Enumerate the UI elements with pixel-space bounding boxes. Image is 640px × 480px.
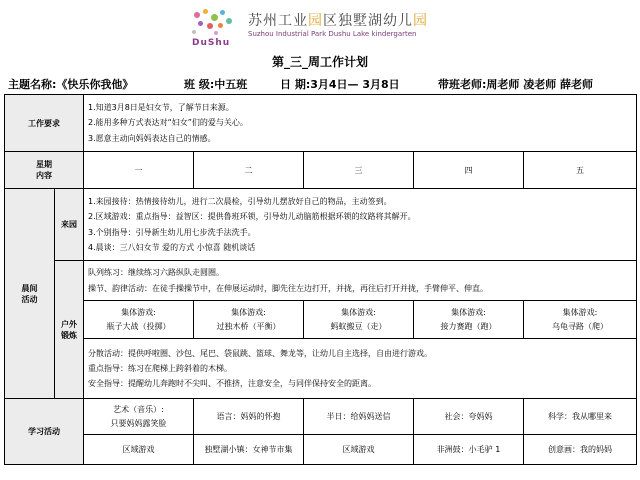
morning-label: 晨间 活动 xyxy=(5,189,55,399)
outdoor-item: 队列练习：继续练习六路纵队走圆圈。 xyxy=(88,268,224,278)
group-game-tue: 集体游戏: 过独木桥（平衡） xyxy=(194,301,304,339)
outdoor-top-row xyxy=(5,261,637,301)
outdoor-label: 户外 锻炼 xyxy=(55,261,84,399)
outdoor-bottom-content xyxy=(84,339,637,399)
weekday-tue: 二 xyxy=(194,152,304,189)
requirement-item: 3.愿意主动向妈妈表达自己的情感。 xyxy=(88,133,216,143)
requirement-item: 1.知道3月8日是妇女节，了解节日来源。 xyxy=(88,103,234,113)
learning-tue: 语言：妈妈的怀抱 xyxy=(194,399,304,435)
class-name: 班 级:中五班 xyxy=(184,78,248,91)
group-game-wed: 集体游戏: 蚂蚁搬豆（走） xyxy=(304,301,414,339)
learning-fri: 科学：我从哪里来 xyxy=(524,399,637,435)
group-game-mon: 集体游戏: 瓶子大战（投掷） xyxy=(84,301,194,339)
date-range: 日 期:3月4日— 3月8日 xyxy=(280,78,400,91)
group-games-row xyxy=(5,301,637,339)
weekday-mon: 一 xyxy=(84,152,194,189)
activity-tue: 独墅湖小镇：女神节市集 xyxy=(194,435,304,465)
logo-cn-text: 苏州工业园区独墅湖幼儿园 xyxy=(248,13,428,29)
activity-wed: 区域游戏 xyxy=(304,435,414,465)
activity-mon: 区域游戏 xyxy=(84,435,194,465)
activity-thu: 非洲鼓：小毛驴 1 xyxy=(414,435,524,465)
weekday-fri: 五 xyxy=(524,152,637,189)
weekly-plan-table xyxy=(4,94,637,465)
learning-thu: 社会：夸妈妈 xyxy=(414,399,524,435)
arrival-content xyxy=(84,189,637,261)
group-game-fri: 集体游戏: 乌龟寻路（爬） xyxy=(524,301,637,339)
outdoor-item: 分散活动：提供呼啦圈、沙包、尾巴、袋鼠跳、篮球、舞龙等，让幼儿自主选择，自由进行游戏。 xyxy=(88,348,432,358)
outdoor-bottom-row xyxy=(5,339,637,399)
weekday-wed: 三 xyxy=(304,152,414,189)
arrival-item: 3.个别指导：引导新生幼儿用七步洗手法洗手。 xyxy=(88,227,256,237)
theme-name: 主题名称:《快乐你我他》 xyxy=(8,78,134,91)
outdoor-top-content xyxy=(84,261,637,301)
arrival-row xyxy=(5,189,637,261)
learning-mon: 艺术（音乐）: 只要妈妈露笑脸 xyxy=(84,399,194,435)
requirements-content xyxy=(84,95,637,152)
weekday-thu: 四 xyxy=(414,152,524,189)
requirement-item: 2.能用多种方式表达对“妇女”们的爱与关心。 xyxy=(88,118,248,128)
outdoor-item: 重点指导：练习在爬梯上跨斜着的木梯。 xyxy=(88,363,232,373)
learning-wed: 半日：给妈妈送信 xyxy=(304,399,414,435)
arrival-label: 来园 xyxy=(55,189,84,261)
learning-row-2 xyxy=(5,435,637,465)
weekday-row xyxy=(5,152,637,189)
outdoor-item: 安全指导：提醒幼儿奔跑时不尖叫、不推挤，注意安全，与同伴保持安全的距离。 xyxy=(88,379,376,389)
learning-label: 学习活动 xyxy=(5,399,84,465)
requirements-label: 工作要求 xyxy=(5,95,84,152)
arrival-item: 4.晨谈：三八妇女节 爱的方式 小惊喜 随机谈话 xyxy=(88,242,256,252)
group-game-thu: 集体游戏: 接力赛跑（跑） xyxy=(414,301,524,339)
learning-row-1 xyxy=(5,399,637,435)
kindergarten-logo xyxy=(190,8,460,50)
weekday-label: 星期 内容 xyxy=(5,152,84,189)
teachers: 带班老师:周老师 凌老师 薛老师 xyxy=(438,78,594,91)
outdoor-item: 操节、韵律活动：在徒手操操节中，在伸展运动时，脚先往左边打开，并拢，再往后打开并拢，手臂伸平、伸直。 xyxy=(88,283,488,293)
arrival-item: 2.区域游戏：重点指导：益智区：提供鲁班环锁，引导幼儿动脑筋根据环锁的纹路将其解开。 xyxy=(88,212,416,222)
page-title: 第_三_周工作计划 xyxy=(271,55,368,69)
requirements-row xyxy=(5,95,637,152)
logo-en-subtitle: Suzhou Industrial Park Dushu Lake kindergarten xyxy=(248,30,417,38)
logo-en-text: DuShu xyxy=(192,38,231,48)
arrival-item: 1.来园接待：热情接待幼儿，进行二次晨检，引导幼儿摆放好自己的物品，主动签到。 xyxy=(88,197,392,207)
activity-fri: 创意画：我的妈妈 xyxy=(524,435,637,465)
